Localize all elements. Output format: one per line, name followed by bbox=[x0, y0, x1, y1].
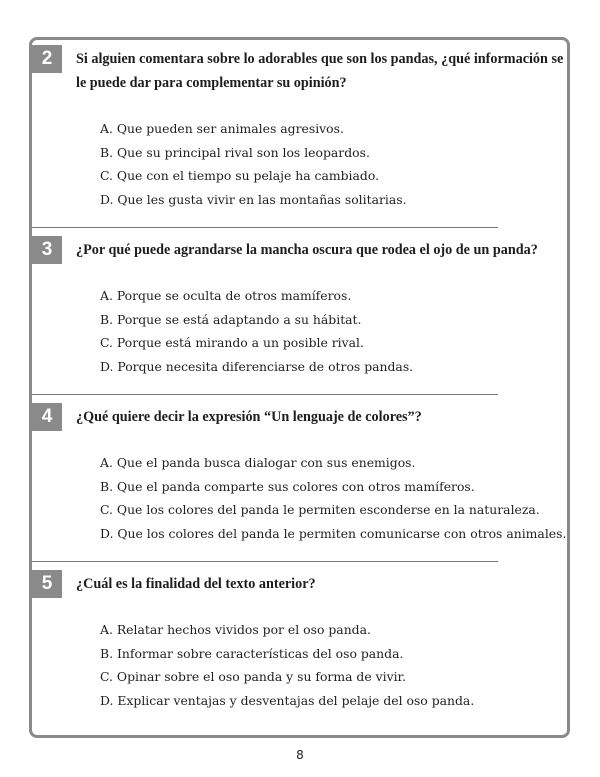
question-number-badge: 3 bbox=[32, 236, 62, 264]
answer-options bbox=[100, 618, 474, 712]
answer-option-d[interactable]: D. Que los colores del panda le permiten comunicarse con otros animales. bbox=[100, 525, 567, 541]
answer-options bbox=[100, 284, 413, 378]
question-stem: ¿Por qué puede agrandarse la mancha oscura que rodea el ojo de un panda? bbox=[76, 242, 538, 258]
answer-option-b[interactable]: B. Porque se está adaptando a su hábitat. bbox=[100, 311, 362, 327]
answer-options bbox=[100, 117, 407, 211]
answer-option-a[interactable]: A. Porque se oculta de otros mamíferos. bbox=[100, 288, 352, 303]
question-stem: ¿Qué quiere decir la expresión “Un lenguaje de colores”? bbox=[76, 409, 422, 425]
question-divider bbox=[32, 561, 498, 562]
answer-options bbox=[100, 451, 566, 545]
answer-option-d[interactable]: D. Explicar ventajas y desventajas del pelaje del oso panda. bbox=[100, 692, 475, 708]
answer-option-c[interactable]: C. Que con el tiempo su pelaje ha cambiado. bbox=[100, 168, 380, 183]
answer-option-a[interactable]: A. Relatar hechos vividos por el oso panda. bbox=[100, 622, 371, 637]
answer-option-c[interactable]: C. Que los colores del panda le permiten esconderse en la naturaleza. bbox=[100, 502, 540, 517]
page-number: 8 bbox=[296, 748, 304, 762]
answer-option-b[interactable]: B. Que el panda comparte sus colores con otros mamíferos. bbox=[100, 478, 475, 494]
question-divider bbox=[32, 394, 498, 395]
answer-option-d[interactable]: D. Que les gusta vivir en las montañas solitarias. bbox=[100, 191, 407, 207]
question-stem: Si alguien comentara sobre lo adorables que son los pandas, ¿qué información se le puede dar para complementar su opinión? bbox=[76, 51, 564, 91]
question-number-badge: 2 bbox=[32, 45, 62, 73]
answer-option-b[interactable]: B. Informar sobre características del oso panda. bbox=[100, 645, 404, 661]
question-number-badge: 5 bbox=[32, 570, 62, 598]
question-number-badge: 4 bbox=[32, 403, 62, 431]
answer-option-c[interactable]: C. Opinar sobre el oso panda y su forma de vivir. bbox=[100, 669, 407, 684]
answer-option-c[interactable]: C. Porque está mirando a un posible rival. bbox=[100, 335, 364, 350]
question-divider bbox=[32, 227, 498, 228]
answer-option-a[interactable]: A. Que pueden ser animales agresivos. bbox=[100, 121, 344, 136]
question-stem: ¿Cuál es la finalidad del texto anterior? bbox=[76, 576, 316, 592]
answer-option-d[interactable]: D. Porque necesita diferenciarse de otros pandas. bbox=[100, 358, 414, 374]
answer-option-a[interactable]: A. Que el panda busca dialogar con sus enemigos. bbox=[100, 455, 416, 470]
questions-frame bbox=[29, 37, 570, 738]
answer-option-b[interactable]: B. Que su principal rival son los leopardos. bbox=[100, 144, 370, 160]
